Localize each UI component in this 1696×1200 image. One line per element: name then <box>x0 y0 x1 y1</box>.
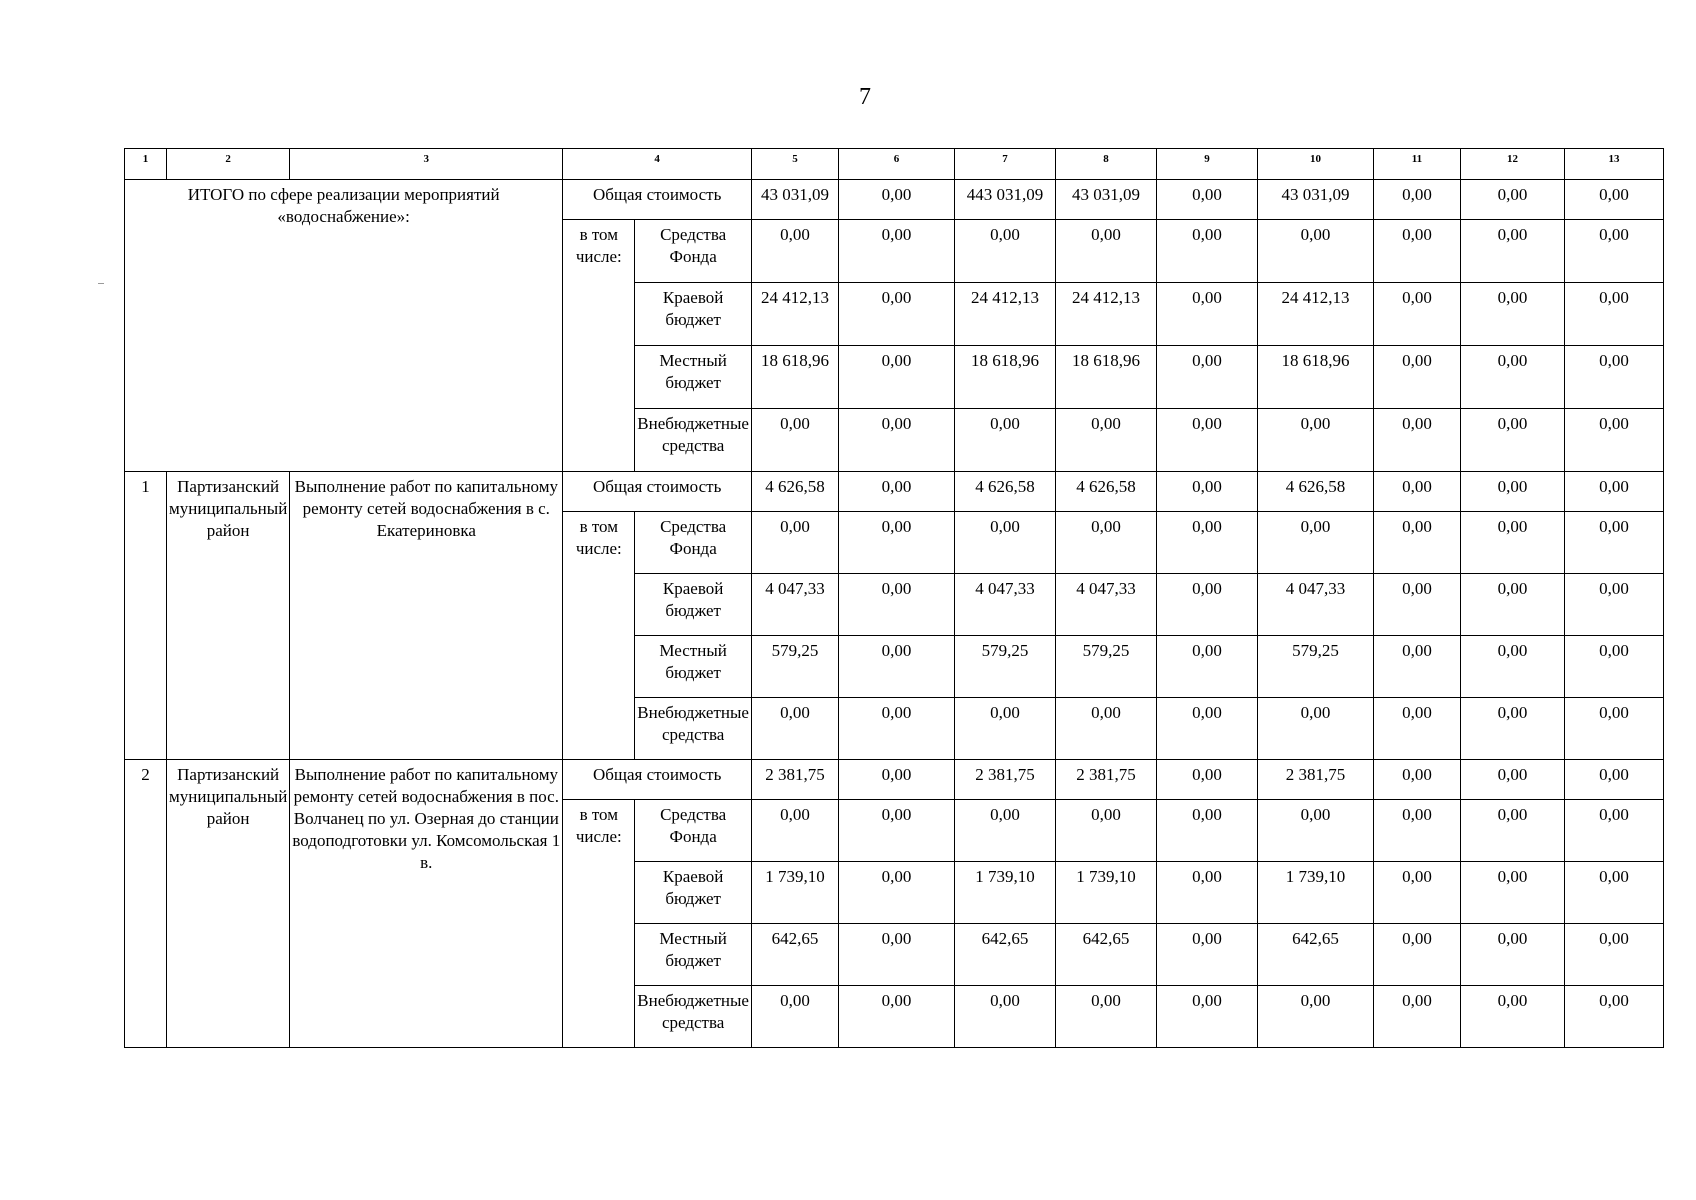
including-label: в том числе: <box>563 512 635 760</box>
value-cell: 0,00 <box>1460 512 1564 574</box>
value-cell: 4 047,33 <box>954 574 1055 636</box>
value-cell: 0,00 <box>838 986 954 1048</box>
value-cell: 0,00 <box>1156 800 1257 862</box>
value-cell: 43 031,09 <box>1055 180 1156 220</box>
value-cell: 4 047,33 <box>751 574 838 636</box>
value-cell: 0,00 <box>1156 986 1257 1048</box>
value-cell: 0,00 <box>1156 760 1257 800</box>
value-cell: 0,00 <box>1373 574 1460 636</box>
value-cell: 0,00 <box>954 409 1055 472</box>
value-cell: 0,00 <box>838 760 954 800</box>
value-cell: 0,00 <box>1373 760 1460 800</box>
column-number: 4 <box>563 149 752 180</box>
column-number: 13 <box>1564 149 1663 180</box>
value-cell: 18 618,96 <box>1257 346 1373 409</box>
value-cell: 0,00 <box>751 986 838 1048</box>
value-cell: 0,00 <box>1055 512 1156 574</box>
item-description: Выполнение работ по капитальному ремонту сетей водоснабжения в с. Екатериновка <box>290 472 563 760</box>
value-cell: 0,00 <box>1373 924 1460 986</box>
value-cell: 0,00 <box>838 472 954 512</box>
value-cell: 0,00 <box>1564 698 1663 760</box>
value-cell: 0,00 <box>1460 986 1564 1048</box>
column-number: 6 <box>838 149 954 180</box>
value-cell: 0,00 <box>1564 346 1663 409</box>
value-cell: 0,00 <box>1055 220 1156 283</box>
value-cell: 0,00 <box>1460 760 1564 800</box>
value-cell: 0,00 <box>1460 409 1564 472</box>
value-cell: 0,00 <box>954 800 1055 862</box>
value-cell: 0,00 <box>1373 180 1460 220</box>
value-cell: 0,00 <box>1373 283 1460 346</box>
value-cell: 2 381,75 <box>1257 760 1373 800</box>
value-cell: 4 626,58 <box>751 472 838 512</box>
value-cell: 0,00 <box>751 409 838 472</box>
value-cell: 0,00 <box>1564 220 1663 283</box>
value-cell: 0,00 <box>1156 862 1257 924</box>
value-cell: 0,00 <box>1460 924 1564 986</box>
value-cell: 0,00 <box>1373 220 1460 283</box>
value-cell: 0,00 <box>1373 636 1460 698</box>
value-cell: 0,00 <box>954 512 1055 574</box>
value-cell: 0,00 <box>838 283 954 346</box>
value-cell: 0,00 <box>838 180 954 220</box>
value-cell: 0,00 <box>1564 512 1663 574</box>
value-cell: 0,00 <box>838 698 954 760</box>
funding-source-label: Средства Фонда <box>635 220 752 283</box>
value-cell: 0,00 <box>1055 409 1156 472</box>
value-cell: 0,00 <box>954 986 1055 1048</box>
value-cell: 0,00 <box>1460 472 1564 512</box>
value-cell: 0,00 <box>838 346 954 409</box>
value-cell: 579,25 <box>1257 636 1373 698</box>
value-cell: 642,65 <box>751 924 838 986</box>
total-row <box>125 180 1664 220</box>
column-number: 10 <box>1257 149 1373 180</box>
value-cell: 0,00 <box>1156 346 1257 409</box>
value-cell: 43 031,09 <box>751 180 838 220</box>
value-cell: 18 618,96 <box>751 346 838 409</box>
column-number: 2 <box>167 149 290 180</box>
funding-source-label: Местный бюджет <box>635 346 752 409</box>
value-cell: 24 412,13 <box>751 283 838 346</box>
value-cell: 18 618,96 <box>1055 346 1156 409</box>
value-cell: 0,00 <box>1156 409 1257 472</box>
value-cell: 0,00 <box>838 800 954 862</box>
value-cell: 1 739,10 <box>1257 862 1373 924</box>
value-cell: 0,00 <box>1460 283 1564 346</box>
column-number: 7 <box>954 149 1055 180</box>
value-cell: 0,00 <box>1257 986 1373 1048</box>
value-cell: 0,00 <box>838 862 954 924</box>
column-number: 5 <box>751 149 838 180</box>
value-cell: 642,65 <box>954 924 1055 986</box>
funding-source-label: Местный бюджет <box>635 636 752 698</box>
value-cell: 0,00 <box>1460 346 1564 409</box>
value-cell: 0,00 <box>1373 698 1460 760</box>
value-cell: 2 381,75 <box>954 760 1055 800</box>
value-cell: 0,00 <box>838 636 954 698</box>
value-cell: 0,00 <box>1373 409 1460 472</box>
column-number: 11 <box>1373 149 1460 180</box>
page-number: 7 <box>859 84 871 110</box>
value-cell: 24 412,13 <box>1055 283 1156 346</box>
value-cell: 0,00 <box>1564 574 1663 636</box>
value-cell: 1 739,10 <box>751 862 838 924</box>
column-number: 1 <box>125 149 167 180</box>
value-cell: 0,00 <box>838 409 954 472</box>
header-row <box>125 149 1664 180</box>
value-cell: 2 381,75 <box>1055 760 1156 800</box>
column-number: 3 <box>290 149 563 180</box>
value-cell: 0,00 <box>1055 986 1156 1048</box>
value-cell: 579,25 <box>751 636 838 698</box>
value-cell: 0,00 <box>1156 283 1257 346</box>
funding-source-label: Средства Фонда <box>635 512 752 574</box>
item-number: 1 <box>125 472 167 760</box>
value-cell: 0,00 <box>1460 636 1564 698</box>
value-cell: 0,00 <box>1564 986 1663 1048</box>
value-cell: 0,00 <box>1460 574 1564 636</box>
value-cell: 0,00 <box>1564 800 1663 862</box>
value-cell: 579,25 <box>1055 636 1156 698</box>
value-cell: 0,00 <box>751 512 838 574</box>
item-description: Выполнение работ по капитальному ремонту сетей водоснабжения в пос. Волчанец по ул. Озерная до станции водоподготовки ул. Комсомольская 1 в. <box>290 760 563 1048</box>
value-cell: 0,00 <box>1055 698 1156 760</box>
general-cost-label: Общая стоимость <box>563 472 752 512</box>
value-cell: 0,00 <box>1373 512 1460 574</box>
scan-mark <box>98 283 104 284</box>
item-row <box>125 760 1664 800</box>
value-cell: 0,00 <box>1373 472 1460 512</box>
data-table <box>124 148 1664 1048</box>
funding-source-label: Краевой бюджет <box>635 283 752 346</box>
value-cell: 0,00 <box>1156 512 1257 574</box>
including-label: в том числе: <box>563 220 635 472</box>
value-cell: 4 626,58 <box>1257 472 1373 512</box>
value-cell: 4 047,33 <box>1257 574 1373 636</box>
value-cell: 0,00 <box>1564 862 1663 924</box>
value-cell: 0,00 <box>1257 409 1373 472</box>
value-cell: 0,00 <box>838 220 954 283</box>
column-number: 8 <box>1055 149 1156 180</box>
value-cell: 0,00 <box>751 800 838 862</box>
value-cell: 4 047,33 <box>1055 574 1156 636</box>
column-number: 9 <box>1156 149 1257 180</box>
value-cell: 24 412,13 <box>1257 283 1373 346</box>
value-cell: 0,00 <box>1156 220 1257 283</box>
value-cell: 0,00 <box>1156 180 1257 220</box>
value-cell: 0,00 <box>1373 800 1460 862</box>
funding-source-label: Местный бюджет <box>635 924 752 986</box>
item-number: 2 <box>125 760 167 1048</box>
value-cell: 0,00 <box>1460 698 1564 760</box>
funding-source-label: Краевой бюджет <box>635 862 752 924</box>
value-cell: 4 626,58 <box>954 472 1055 512</box>
value-cell: 642,65 <box>1055 924 1156 986</box>
value-cell: 0,00 <box>1373 862 1460 924</box>
value-cell: 0,00 <box>1564 472 1663 512</box>
value-cell: 0,00 <box>1257 512 1373 574</box>
value-cell: 0,00 <box>1564 760 1663 800</box>
value-cell: 0,00 <box>1564 924 1663 986</box>
value-cell: 1 739,10 <box>954 862 1055 924</box>
value-cell: 0,00 <box>1156 698 1257 760</box>
funding-source-label: Внебюджетные средства <box>635 409 752 472</box>
general-cost-label: Общая стоимость <box>563 180 752 220</box>
item-district: Партизанский муниципальный район <box>167 472 290 760</box>
value-cell: 579,25 <box>954 636 1055 698</box>
value-cell: 0,00 <box>838 512 954 574</box>
funding-source-label: Внебюджетные средства <box>635 698 752 760</box>
value-cell: 642,65 <box>1257 924 1373 986</box>
value-cell: 18 618,96 <box>954 346 1055 409</box>
value-cell: 0,00 <box>1257 800 1373 862</box>
general-cost-label: Общая стоимость <box>563 760 752 800</box>
value-cell: 1 739,10 <box>1055 862 1156 924</box>
value-cell: 0,00 <box>1156 924 1257 986</box>
value-cell: 0,00 <box>838 574 954 636</box>
value-cell: 0,00 <box>954 698 1055 760</box>
value-cell: 0,00 <box>1564 636 1663 698</box>
value-cell: 2 381,75 <box>751 760 838 800</box>
value-cell: 24 412,13 <box>954 283 1055 346</box>
value-cell: 0,00 <box>1156 472 1257 512</box>
funding-source-label: Внебюджетные средства <box>635 986 752 1048</box>
value-cell: 0,00 <box>1156 636 1257 698</box>
including-label: в том числе: <box>563 800 635 1048</box>
value-cell: 0,00 <box>838 924 954 986</box>
value-cell: 0,00 <box>1373 346 1460 409</box>
value-cell: 4 626,58 <box>1055 472 1156 512</box>
value-cell: 43 031,09 <box>1257 180 1373 220</box>
value-cell: 0,00 <box>1055 800 1156 862</box>
value-cell: 0,00 <box>1373 986 1460 1048</box>
funding-source-label: Краевой бюджет <box>635 574 752 636</box>
value-cell: 0,00 <box>1257 220 1373 283</box>
value-cell: 0,00 <box>1460 180 1564 220</box>
value-cell: 0,00 <box>751 220 838 283</box>
item-row <box>125 472 1664 512</box>
value-cell: 0,00 <box>1156 574 1257 636</box>
value-cell: 0,00 <box>751 698 838 760</box>
item-district: Партизанский муниципальный район <box>167 760 290 1048</box>
value-cell: 0,00 <box>1564 180 1663 220</box>
value-cell: 0,00 <box>1460 220 1564 283</box>
value-cell: 0,00 <box>1257 698 1373 760</box>
value-cell: 0,00 <box>1564 409 1663 472</box>
value-cell: 0,00 <box>1460 862 1564 924</box>
column-number: 12 <box>1460 149 1564 180</box>
funding-source-label: Средства Фонда <box>635 800 752 862</box>
total-label: ИТОГО по сфере реализации мероприятий «водоснабжение»: <box>125 180 563 472</box>
value-cell: 0,00 <box>1564 283 1663 346</box>
value-cell: 0,00 <box>954 220 1055 283</box>
value-cell: 443 031,09 <box>954 180 1055 220</box>
value-cell: 0,00 <box>1460 800 1564 862</box>
